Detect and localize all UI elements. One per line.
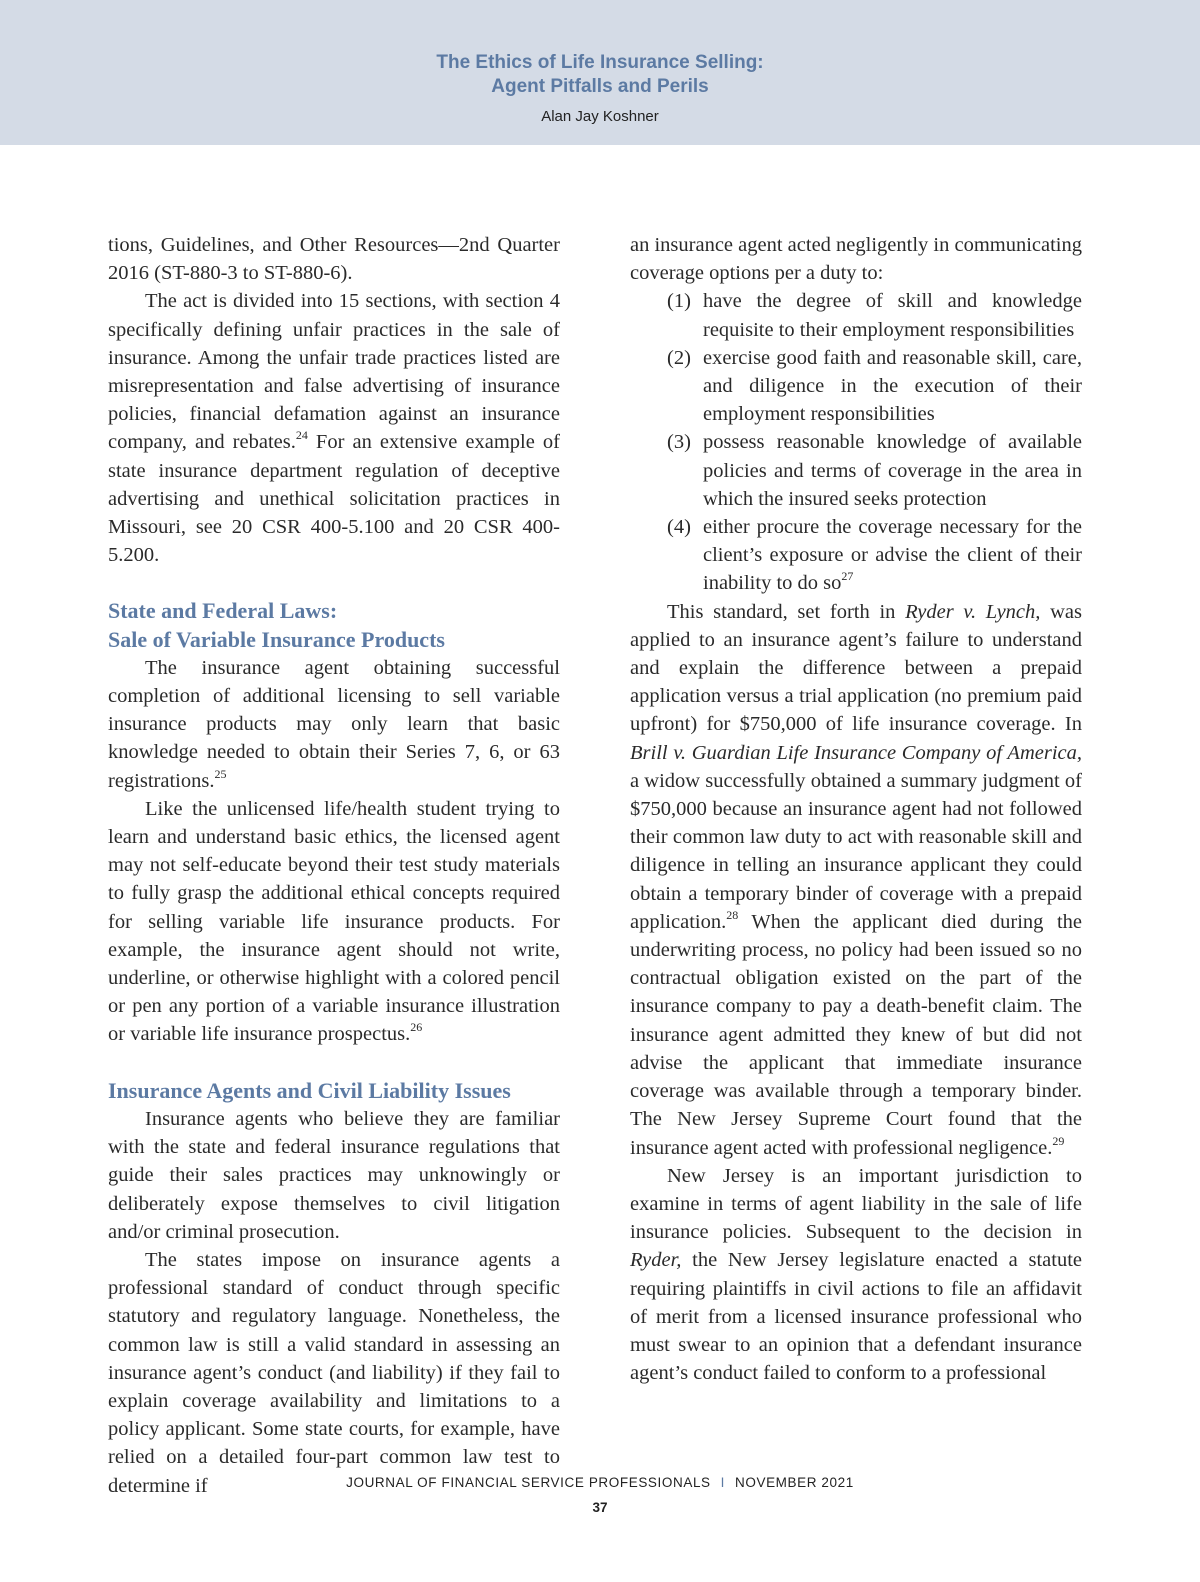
footer-journal bbox=[0, 1475, 1200, 1490]
article-author: Alan Jay Koshner bbox=[541, 108, 659, 125]
footnote-ref: 26 bbox=[410, 1020, 423, 1035]
list-item: (3) possess reasonable knowledge of available policies and terms of coverage in the area in which the insured seeks protection bbox=[667, 431, 1082, 510]
paragraph: an insurance agent acted negligently in communicating coverage options per a duty to: bbox=[630, 234, 1082, 285]
paragraph: tions, Guidelines, and Other Resources—2nd Quarter 2016 (ST-880-3 to ST-880-6). bbox=[108, 234, 560, 285]
list-item: (4) either procure the coverage necessary for the client’s exposure or advise the client of their inability to do $so^{27}$ bbox=[667, 516, 1082, 595]
right-column bbox=[630, 231, 1082, 1387]
list-item: (1) have the degree of skill and knowledge requisite to their employment responsibilities bbox=[667, 290, 1082, 341]
paragraph: Like the unlicensed life/health student trying to learn and understand basic ethics, the licensed agent may not self-educate beyond their test study materials to fully grasp the additional ethical concepts required for selling variable life insurance products. For example, the insurance agent should not write, underline, or otherwise highlight with a colored pencil or pen any portion of a variable insurance illustration or variable life insurance prospectus.$^{26}$ bbox=[108, 797, 560, 1046]
duty-list bbox=[630, 287, 1082, 597]
article-title-line1: The Ethics of Life Insurance Selling: bbox=[436, 52, 764, 73]
paragraph: This standard, set forth in Ryder v. Lynch, was applied to an insurance agent’s failure to understand and explain the difference between a prepaid application versus a trial application (no premium paid upfront) for $750,000 of life insurance coverage. In Brill v. Guardian Life Insurance Company of America, a widow successfully obtained a summary judgment of $750,000 because an insurance agent had not followed their common law duty to act with reasonable skill and diligence in telling an insurance applicant they could obtain a temporary binder of coverage with a prepaid application.$^{28}$ When the applicant died during the underwriting process, no policy had been issued so no contractual obligation existed on the part of the insurance company to pay a death-benefit claim. The insurance agent admitted they knew of but did not advise the applicant that immediate insurance coverage was available through a temporary binder. The New Jersey Supreme Court found that the insurance agent acted with professional negligence.$^{29}$ bbox=[630, 600, 1082, 1159]
footnote-ref: 25 bbox=[214, 766, 227, 781]
case-citation: Ryder v. Lynch, bbox=[905, 600, 1041, 623]
footnote-ref: 27 bbox=[841, 569, 854, 584]
paragraph: New Jersey is an important jurisdiction to examine in terms of agent liability in the sale of life insurance policies. Subsequent to the decision in Ryder, the New Jersey legislature enacted a statute requiring plaintiffs in civil actions to file an affidavit of merit from a licensed insurance professional who must swear to an opinion that a defendant insurance agent’s conduct failed to conform to a professional bbox=[630, 1164, 1082, 1385]
footer-separator: I bbox=[720, 1475, 726, 1490]
footnote-ref: 29 bbox=[1052, 1133, 1065, 1148]
article-title bbox=[0, 51, 1200, 99]
article-title-line2: Agent Pitfalls and Perils bbox=[491, 76, 709, 97]
footnote-ref: 28 bbox=[726, 907, 739, 922]
paragraph: The insurance agent obtaining successful completion of additional licensing to sell variable insurance products may only learn that basic knowledge needed to obtain their Series 7, 6, or 63 registrations.$^{25}$ bbox=[108, 656, 560, 792]
issue-date: NOVEMBER 2021 bbox=[735, 1475, 854, 1490]
page-number: 37 bbox=[592, 1500, 608, 1515]
journal-name: JOURNAL OF FINANCIAL SERVICE PROFESSIONALS bbox=[346, 1475, 711, 1490]
paragraph: The act is divided into 15 sections, with section 4 specifically defining unfair practices in the sale of insurance. Among the unfair trade practices listed are misrepresentation and false advertising of insurance policies, financial defamation against an insurance company, and rebates.$^{24}$ For an extensive example of state insurance department regulation of deceptive advertising and unethical solicitation practices in Missouri, see 20 CSR 400-5.100 and 20 CSR 400-5.200. bbox=[108, 290, 560, 567]
case-citation: Brill v. Guardian Life Insurance Company of America, bbox=[630, 741, 1082, 764]
left-column bbox=[108, 231, 560, 1500]
paragraph: Insurance agents who believe they are familiar with the state and federal insurance regulations that guide their sales practices may unknowingly or deliberately expose themselves to civil litigation and/or criminal prosecution. bbox=[108, 1107, 560, 1243]
running-header bbox=[0, 0, 1200, 145]
footnote-ref: 24 bbox=[295, 428, 308, 443]
paragraph: The states impose on insurance agents a professional standard of conduct through specific statutory and regulatory language. Nonetheless, the common law is still a valid standard in assessing an insurance agent’s conduct (and liability) if they fail to explain coverage availability and limitations to a policy applicant. Some state courts, for example, have relied on a detailed four-part common law test to determine if bbox=[108, 1248, 560, 1497]
case-citation: Ryder, bbox=[630, 1249, 682, 1272]
list-item: (2) exercise good faith and reasonable skill, care, and diligence in the execution of their employment responsibilities bbox=[667, 346, 1082, 426]
section-heading: State and Federal Laws: Sale of Variable Insurance Products bbox=[108, 598, 445, 652]
section-heading: Insurance Agents and Civil Liability Issues bbox=[108, 1077, 511, 1103]
